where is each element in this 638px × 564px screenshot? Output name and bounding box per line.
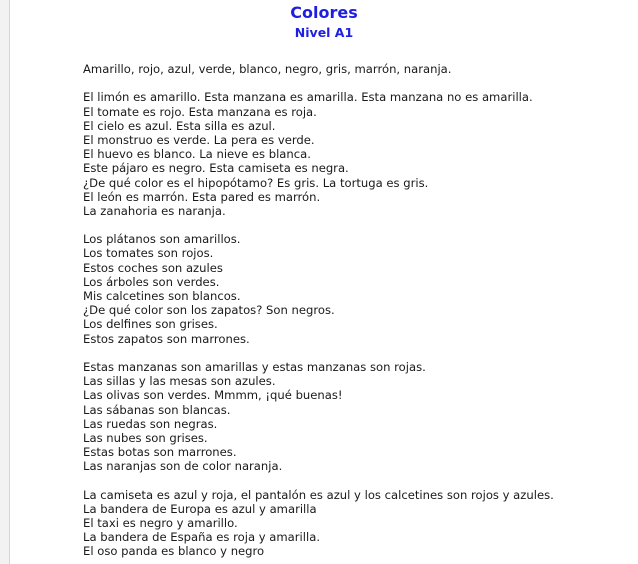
document-level: Nivel A1	[294, 25, 354, 40]
text-line: Las nubes son grises.	[83, 430, 208, 445]
paragraph-gap	[83, 76, 633, 90]
text-line: Este pájaro es negro. Esta camiseta es negra.	[83, 161, 349, 176]
viewer-page-edge	[0, 0, 10, 564]
text-line: ¿De qué color son los zapatos? Son negros.	[83, 303, 335, 318]
paragraph-gap	[83, 473, 633, 487]
text-line: ¿De qué color es el hipopótamo? Es gris. La tortuga es gris.	[83, 175, 429, 190]
text-line: El taxi es negro y amarillo.	[83, 516, 238, 530]
text-line: Las sábanas son blancas.	[83, 402, 231, 417]
text-line: El león es marrón. Esta pared es marrón.	[83, 189, 321, 204]
text-line: El huevo es blanco. La nieve es blanca.	[83, 147, 311, 162]
text-line: Los árboles son verdes.	[83, 274, 220, 289]
text-line: La bandera de España es roja y amarilla.	[83, 530, 320, 545]
text-line: Las olivas son verdes. Mmmm, ¡qué buenas!	[83, 388, 343, 403]
text-line: Amarillo, rojo, azul, verde, blanco, negro, gris, marrón, naranja.	[83, 62, 452, 76]
text-line: Los delfines son grises.	[83, 317, 218, 332]
text-line: El limón es amarillo. Esta manzana es amarilla. Esta manzana no es amarilla.	[83, 90, 533, 105]
document-body	[83, 62, 633, 559]
text-line: Los plátanos son amarillos.	[83, 232, 241, 247]
text-line: Estos coches son azules	[83, 260, 223, 275]
text-line: La zanahoria es naranja.	[83, 203, 226, 218]
text-line: Estas botas son marrones.	[83, 445, 237, 460]
text-line: La bandera de Europa es azul y amarilla	[83, 501, 317, 516]
text-line: Las ruedas son negras.	[83, 416, 218, 431]
text-line: Estas manzanas son amarillas y estas manzanas son rojas.	[83, 359, 426, 374]
text-line: La camiseta es azul y roja, el pantalón es azul y los calcetines son rojos y azules.	[83, 487, 554, 502]
text-line: Mis calcetines son blancos.	[83, 289, 241, 303]
text-line: El cielo es azul. Esta silla es azul.	[83, 118, 276, 133]
document-page	[10, 0, 638, 564]
document-title: Colores	[290, 3, 358, 22]
text-line: El tomate es rojo. Esta manzana es roja.	[83, 104, 317, 119]
paragraph-gap	[83, 218, 633, 232]
text-line: Los tomates son rojos.	[83, 246, 214, 261]
text-line: El oso panda es blanco y negro	[83, 544, 265, 559]
text-line: El monstruo es verde. La pera es verde.	[83, 132, 315, 147]
text-line: Las naranjas son de color naranja.	[83, 459, 283, 474]
text-line: Las sillas y las mesas son azules.	[83, 374, 276, 389]
text-line: Estos zapatos son marrones.	[83, 331, 250, 346]
paragraph-gap	[83, 346, 633, 360]
